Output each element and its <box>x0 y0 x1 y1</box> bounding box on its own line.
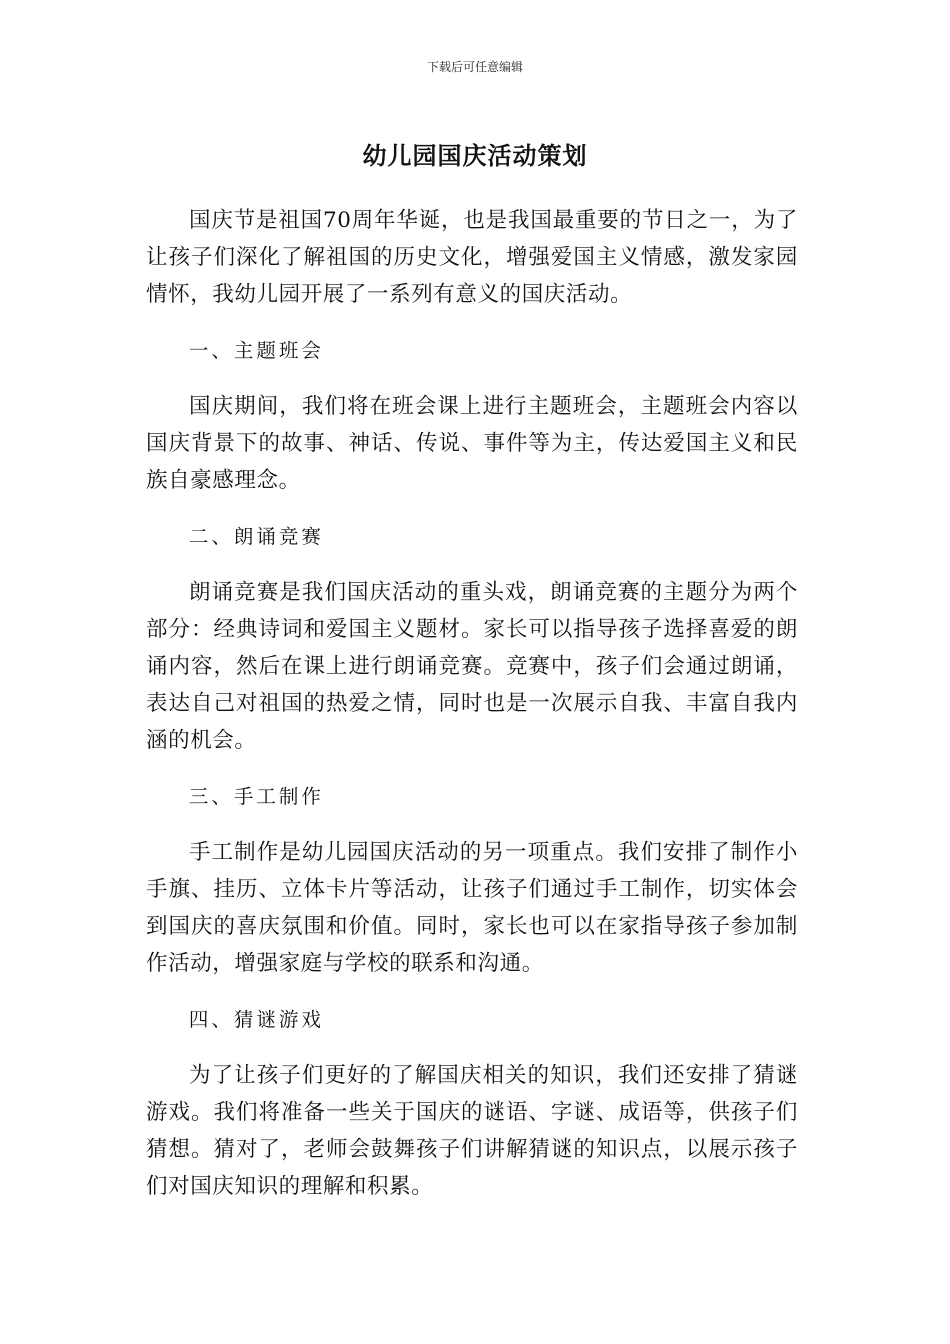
section-heading-1: 一、主题班会 <box>188 339 324 362</box>
section-heading-2: 二、朗诵竞赛 <box>188 525 324 548</box>
section-heading-3: 三、手工制作 <box>188 785 324 808</box>
document-body <box>146 202 798 1224</box>
document-title: 幼儿园国庆活动策划 <box>362 142 588 170</box>
header-note: 下载后可任意编辑 <box>426 60 523 74</box>
intro-paragraph: 国庆节是祖国70周年华诞，也是我国最重要的节日之一，为了让孩子们深化了解祖国的历史文化，增强爱国主义情感，激发家园情怀，我幼儿园开展了一系列有意义的国庆活动。 <box>146 208 798 307</box>
section-heading-4: 四、猜谜游戏 <box>188 1008 324 1031</box>
section-body-1: 国庆期间，我们将在班会课上进行主题班会，主题班会内容以国庆背景下的故事、神话、传说、事件等为主，传达爱国主义和民族自豪感理念。 <box>146 394 798 493</box>
section-body-2: 朗诵竞赛是我们国庆活动的重头戏，朗诵竞赛的主题分为两个部分：经典诗词和爱国主义题材。家长可以指导孩子选择喜爱的朗诵内容，然后在课上进行朗诵竞赛。竞赛中，孩子们会通过朗诵，表达自己对祖国的热爱之情，同时也是一次展示自我、丰富自我内涵的机会。 <box>146 580 798 753</box>
section-body-3: 手工制作是幼儿园国庆活动的另一项重点。我们安排了制作小手旗、挂历、立体卡片等活动，让孩子们通过手工制作，切实体会到国庆的喜庆氛围和价值。同时，家长也可以在家指导孩子参加制作活动，增强家庭与学校的联系和沟通。 <box>146 840 798 976</box>
section-body-4: 为了让孩子们更好的了解国庆相关的知识，我们还安排了猜谜游戏。我们将准备一些关于国庆的谜语、字谜、成语等，供孩子们猜想。猜对了，老师会鼓舞孩子们讲解猜谜的知识点，以展示孩子们对国庆知识的理解和积累。 <box>146 1063 798 1199</box>
